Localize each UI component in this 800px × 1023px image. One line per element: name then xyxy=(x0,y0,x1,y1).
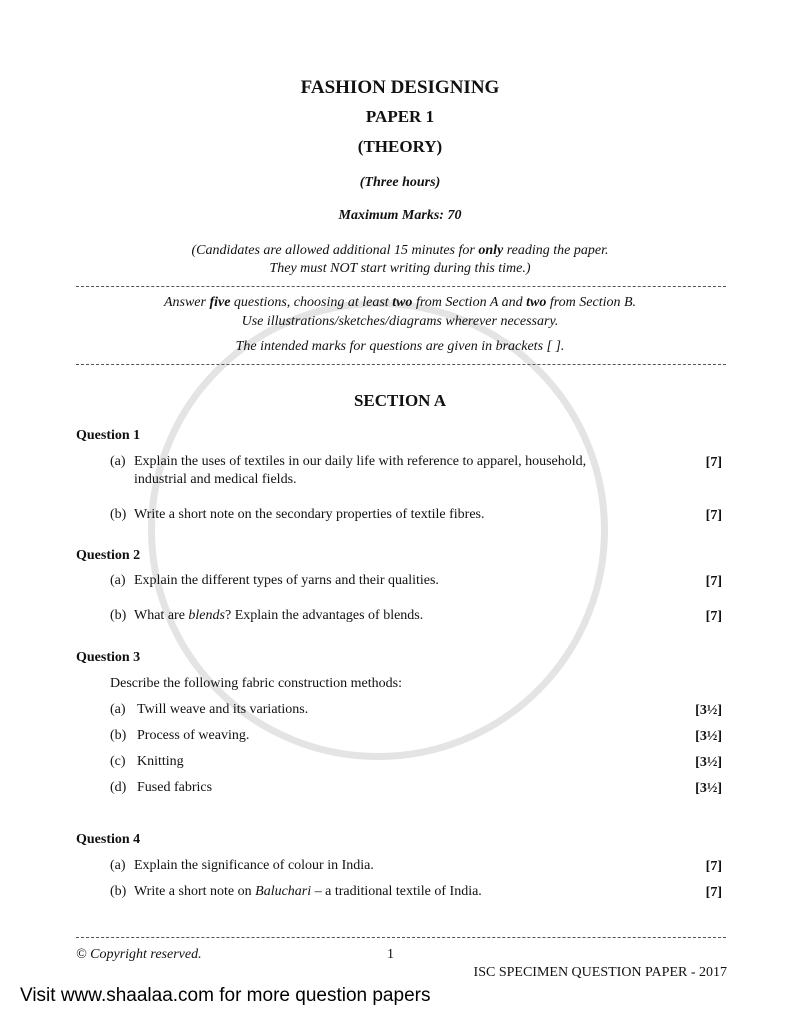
question-intro: Describe the following fabric construction methods: xyxy=(110,676,402,691)
paper-title: FASHION DESIGNING xyxy=(300,77,500,98)
question-item-label: (b) xyxy=(110,608,127,623)
section-title: SECTION A xyxy=(353,391,447,410)
divider xyxy=(76,364,726,365)
page-number: 1 xyxy=(387,947,394,962)
question-marks: [3½] xyxy=(695,781,722,796)
question-item-label: (b) xyxy=(110,507,127,522)
footer-divider xyxy=(76,937,726,938)
question-title: Question 3 xyxy=(76,650,141,665)
question-marks: [7] xyxy=(705,885,722,900)
question-item-text: Explain the uses of textiles in our daily life with reference to apparel, household, xyxy=(134,454,587,469)
question-title: Question 2 xyxy=(76,548,141,563)
question-item-text: What are blends? Explain the advantages of blends. xyxy=(134,608,424,623)
copyright-notice: © Copyright reserved. xyxy=(76,947,202,962)
paper-name-footer: ISC SPECIMEN QUESTION PAPER - 2017 xyxy=(473,965,727,980)
question-item-label: (a) xyxy=(110,858,126,873)
divider xyxy=(76,286,726,287)
question-item-label: (c) xyxy=(110,754,126,769)
marks-instruction: The intended marks for questions are given in brackets [ ]. xyxy=(235,339,565,354)
question-item-text: Write a short note on Baluchari – a traditional textile of India. xyxy=(134,884,482,899)
question-item-text: industrial and medical fields. xyxy=(134,472,297,487)
paper-type: (THEORY) xyxy=(357,137,443,156)
question-item-text: Explain the different types of yarns and their qualities. xyxy=(134,573,439,588)
no-writing-instruction: They must NOT start writing during this time.) xyxy=(269,261,531,276)
question-item-label: (a) xyxy=(110,702,126,717)
question-item-text: Knitting xyxy=(137,754,184,769)
illustrations-instruction: Use illustrations/sketches/diagrams wherever necessary. xyxy=(241,314,559,329)
question-marks: [3½] xyxy=(695,755,722,770)
answer-instruction: Answer five questions, choosing at least two from Section A and two from Section B. xyxy=(163,295,637,310)
question-marks: [7] xyxy=(705,455,722,470)
question-title: Question 4 xyxy=(76,832,141,847)
question-title: Question 1 xyxy=(76,428,141,443)
question-item-text: Fused fabrics xyxy=(137,780,213,795)
question-item-label: (a) xyxy=(110,454,126,469)
question-item-label: (d) xyxy=(110,780,127,795)
reading-instruction: (Candidates are allowed additional 15 minutes for only reading the paper. xyxy=(191,243,609,258)
question-item-label: (b) xyxy=(110,728,127,743)
question-marks: [7] xyxy=(705,859,722,874)
duration: (Three hours) xyxy=(359,175,441,190)
question-marks: [7] xyxy=(705,574,722,589)
question-item-text: Explain the significance of colour in India. xyxy=(134,858,374,873)
question-marks: [7] xyxy=(705,508,722,523)
question-item-label: (b) xyxy=(110,884,127,899)
question-item-text: Process of weaving. xyxy=(137,728,250,743)
question-marks: [3½] xyxy=(695,703,722,718)
question-item-label: (a) xyxy=(110,573,126,588)
question-marks: [7] xyxy=(705,609,722,624)
question-item-text: Twill weave and its variations. xyxy=(137,702,309,717)
question-marks: [3½] xyxy=(695,729,722,744)
maximum-marks: Maximum Marks: 70 xyxy=(338,208,462,223)
question-item-text: Write a short note on the secondary properties of textile fibres. xyxy=(134,507,485,522)
paper-number: PAPER 1 xyxy=(365,107,435,126)
visit-shaalaa-link[interactable]: Visit www.shaalaa.com for more question papers xyxy=(20,985,431,1006)
